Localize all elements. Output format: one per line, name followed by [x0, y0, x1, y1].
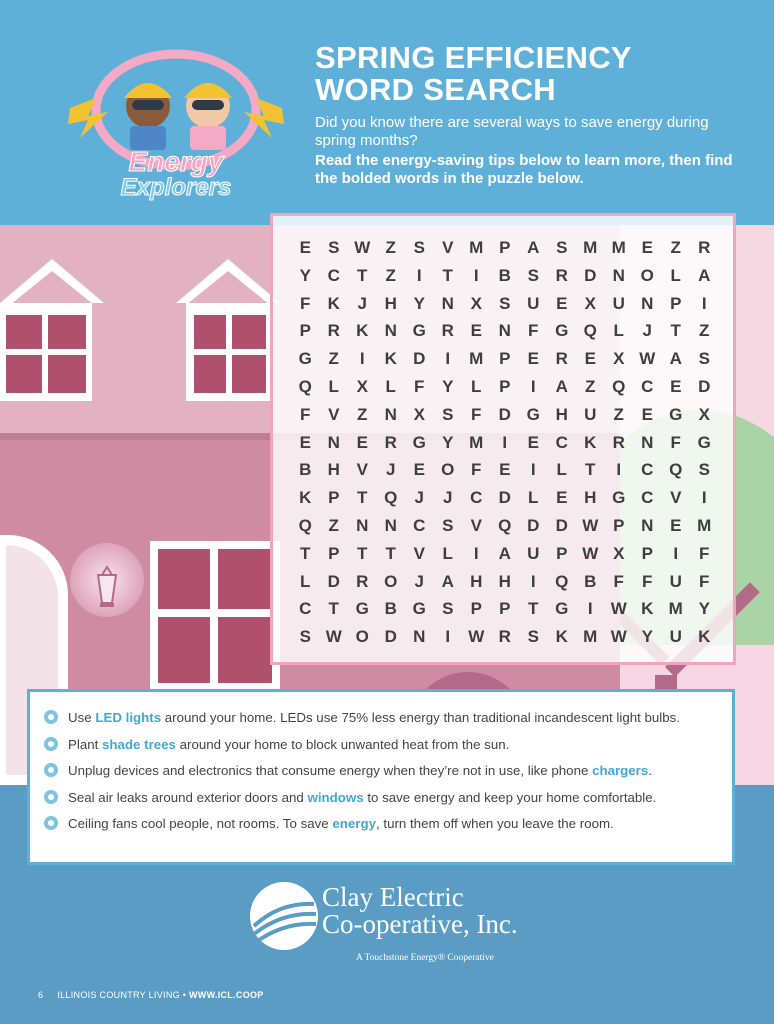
flower-bullet-icon: [44, 737, 58, 751]
puzzle-letter[interactable]: U: [612, 293, 625, 313]
puzzle-letter[interactable]: S: [556, 238, 568, 257]
energy-explorers-logo: [60, 38, 292, 208]
puzzle-letter[interactable]: X: [698, 404, 710, 424]
puzzle-letter[interactable]: J: [414, 571, 424, 591]
footer-separator: •: [182, 990, 187, 1000]
puzzle-letter[interactable]: G: [412, 432, 426, 452]
puzzle-letter[interactable]: I: [473, 543, 479, 563]
puzzle-letter[interactable]: E: [413, 460, 425, 480]
puzzle-letter[interactable]: F: [642, 571, 653, 591]
tip-item: [44, 737, 724, 752]
puzzle-letter[interactable]: O: [355, 627, 369, 647]
puzzle-letter[interactable]: U: [527, 543, 540, 563]
puzzle-letter[interactable]: S: [299, 627, 311, 647]
puzzle-letter[interactable]: C: [641, 488, 654, 508]
puzzle-letter[interactable]: E: [641, 238, 653, 257]
tip-item: [44, 790, 724, 805]
puzzle-letter[interactable]: I: [359, 349, 365, 369]
tip-text: around your home. LEDs use 75% less energy than traditional incandescent light bulbs.: [161, 710, 680, 725]
puzzle-letter[interactable]: P: [470, 599, 482, 619]
puzzle-letter[interactable]: E: [299, 432, 311, 452]
puzzle-letter[interactable]: N: [413, 627, 426, 647]
cooperative-name-line2: Co-operative, Inc.: [322, 909, 518, 939]
puzzle-letter[interactable]: S: [442, 599, 454, 619]
puzzle-letter[interactable]: C: [641, 376, 654, 396]
puzzle-letter[interactable]: F: [471, 404, 482, 424]
tip-text: Plant: [68, 736, 103, 752]
page-number: 6: [38, 990, 44, 1000]
puzzle-letter[interactable]: H: [470, 571, 483, 591]
puzzle-letter[interactable]: T: [328, 599, 339, 619]
puzzle-letter[interactable]: W: [582, 515, 599, 535]
tip-item: [44, 763, 724, 778]
puzzle-letter[interactable]: I: [445, 349, 451, 369]
puzzle-letter[interactable]: I: [502, 432, 508, 452]
puzzle-letter[interactable]: F: [699, 571, 710, 591]
puzzle-letter[interactable]: P: [613, 515, 625, 535]
puzzle-letter[interactable]: I: [701, 293, 707, 313]
puzzle-letter[interactable]: N: [641, 515, 654, 535]
puzzle-letter[interactable]: L: [528, 488, 539, 508]
puzzle-letter[interactable]: N: [384, 321, 397, 341]
puzzle-letter[interactable]: S: [328, 238, 340, 257]
puzzle-letter[interactable]: L: [300, 571, 311, 591]
puzzle-letter[interactable]: I: [673, 543, 679, 563]
tip-keyword: windows: [307, 789, 364, 805]
puzzle-letter[interactable]: M: [469, 432, 484, 452]
puzzle-letter[interactable]: A: [698, 265, 711, 285]
puzzle-letter[interactable]: R: [327, 321, 340, 341]
puzzle-letter[interactable]: M: [611, 238, 626, 257]
wall-lamp-icon: [92, 565, 122, 615]
puzzle-letter[interactable]: X: [356, 376, 368, 396]
puzzle-letter[interactable]: C: [299, 599, 312, 619]
puzzle-letter[interactable]: K: [641, 599, 654, 619]
puzzle-letter[interactable]: W: [582, 543, 599, 563]
upper-window-left: [0, 303, 92, 401]
puzzle-letter[interactable]: M: [668, 599, 683, 619]
tip-text: Unplug devices and electronics that consume energy when they’re not in use, like phone: [68, 763, 593, 778]
puzzle-letter[interactable]: R: [356, 571, 369, 591]
puzzle-letter[interactable]: K: [584, 432, 597, 452]
puzzle-letter[interactable]: Q: [384, 488, 398, 508]
puzzle-letter[interactable]: C: [641, 460, 654, 480]
puzzle-letter[interactable]: Y: [299, 265, 311, 285]
puzzle-letter[interactable]: L: [613, 321, 624, 341]
window-gable: [186, 271, 270, 305]
puzzle-letter[interactable]: Z: [357, 404, 368, 424]
puzzle-letter[interactable]: D: [384, 627, 397, 647]
puzzle-letter[interactable]: A: [441, 571, 454, 591]
puzzle-letter[interactable]: F: [699, 543, 710, 563]
puzzle-letter[interactable]: N: [612, 265, 625, 285]
puzzle-letter[interactable]: Q: [583, 321, 597, 341]
puzzle-letter[interactable]: Y: [413, 293, 425, 313]
puzzle-letter[interactable]: P: [499, 349, 511, 369]
puzzle-letter[interactable]: T: [357, 265, 368, 285]
puzzle-letter[interactable]: N: [384, 404, 397, 424]
puzzle-letter[interactable]: R: [441, 321, 454, 341]
puzzle-letter[interactable]: N: [641, 293, 654, 313]
puzzle-letter[interactable]: N: [327, 432, 340, 452]
puzzle-letter[interactable]: S: [413, 238, 425, 257]
puzzle-letter[interactable]: B: [584, 571, 597, 591]
puzzle-letter[interactable]: A: [669, 349, 682, 369]
puzzle-letter[interactable]: E: [670, 376, 682, 396]
puzzle-letter[interactable]: F: [300, 404, 311, 424]
page-title: [315, 42, 632, 106]
puzzle-letter[interactable]: T: [670, 321, 681, 341]
puzzle-letter[interactable]: M: [583, 627, 598, 647]
puzzle-letter[interactable]: S: [527, 627, 539, 647]
puzzle-letter[interactable]: I: [530, 460, 536, 480]
puzzle-letter[interactable]: S: [442, 515, 454, 535]
puzzle-letter[interactable]: J: [642, 321, 652, 341]
puzzle-letter[interactable]: C: [413, 515, 426, 535]
cooperative-emblem-icon: [250, 882, 318, 950]
puzzle-letter[interactable]: P: [556, 543, 568, 563]
puzzle-letter[interactable]: E: [299, 238, 311, 257]
puzzle-letter[interactable]: M: [469, 238, 484, 257]
flower-bullet-icon: [44, 790, 58, 804]
puzzle-letter[interactable]: P: [499, 599, 511, 619]
puzzle-letter[interactable]: F: [528, 321, 539, 341]
upper-window-right: [186, 303, 272, 401]
puzzle-letter[interactable]: D: [413, 349, 426, 369]
puzzle-letter[interactable]: L: [442, 543, 453, 563]
flower-bullet-icon: [44, 816, 58, 830]
puzzle-letter[interactable]: C: [555, 432, 568, 452]
puzzle-letter[interactable]: G: [669, 404, 683, 424]
window-gable: [10, 271, 94, 305]
puzzle-letter[interactable]: V: [356, 460, 368, 480]
puzzle-letter[interactable]: V: [328, 404, 340, 424]
tip-keyword: energy: [332, 816, 376, 831]
puzzle-letter[interactable]: R: [555, 349, 568, 369]
puzzle-letter[interactable]: H: [498, 571, 511, 591]
puzzle-letter[interactable]: I: [587, 599, 593, 619]
puzzle-letter[interactable]: D: [584, 265, 597, 285]
puzzle-letter[interactable]: V: [470, 515, 482, 535]
puzzle-letter[interactable]: O: [441, 460, 455, 480]
tips-box: [27, 689, 735, 865]
puzzle-letter[interactable]: L: [328, 376, 339, 396]
puzzle-letter[interactable]: U: [669, 627, 682, 647]
puzzle-letter[interactable]: X: [470, 293, 482, 313]
intro-text: Did you know there are several ways to save energy during spring months?: [315, 114, 709, 149]
puzzle-letter[interactable]: V: [670, 488, 682, 508]
puzzle-letter[interactable]: J: [414, 488, 424, 508]
puzzle-letter[interactable]: Z: [585, 376, 596, 396]
puzzle-letter[interactable]: Z: [613, 404, 624, 424]
puzzle-letter[interactable]: M: [469, 349, 484, 369]
puzzle-letter[interactable]: G: [555, 321, 569, 341]
tip-text: Use: [68, 710, 96, 725]
puzzle-letter[interactable]: L: [556, 460, 567, 480]
puzzle-letter[interactable]: T: [357, 488, 368, 508]
puzzle-letter[interactable]: G: [412, 321, 426, 341]
puzzle-letter[interactable]: V: [413, 543, 425, 563]
puzzle-letter[interactable]: G: [298, 349, 312, 369]
puzzle-letter[interactable]: Z: [385, 238, 396, 257]
puzzle-letter[interactable]: W: [639, 349, 656, 369]
puzzle-letter[interactable]: E: [499, 460, 511, 480]
instructions-text: Read the energy-saving tips below to learn more, then find the bolded words in the puzzle below.: [315, 152, 733, 187]
puzzle-letter[interactable]: D: [498, 488, 511, 508]
puzzle-letter[interactable]: O: [640, 265, 654, 285]
puzzle-letter[interactable]: E: [556, 488, 568, 508]
puzzle-letter[interactable]: Z: [385, 265, 396, 285]
puzzle-letter[interactable]: B: [498, 265, 511, 285]
puzzle-letter[interactable]: L: [670, 265, 681, 285]
puzzle-letter[interactable]: Z: [328, 349, 339, 369]
puzzle-letter[interactable]: F: [300, 293, 311, 313]
puzzle-letter[interactable]: P: [328, 488, 340, 508]
puzzle-letter[interactable]: J: [357, 293, 367, 313]
clay-electric-logo: [250, 880, 540, 970]
puzzle-letter[interactable]: Z: [670, 238, 681, 257]
puzzle-letter[interactable]: T: [442, 265, 453, 285]
puzzle-letter[interactable]: S: [698, 460, 710, 480]
logo-word-energy: Energy: [128, 146, 224, 177]
puzzle-letter[interactable]: Z: [699, 321, 710, 341]
puzzle-letter[interactable]: I: [416, 265, 422, 285]
puzzle-letter[interactable]: M: [583, 238, 598, 257]
website-link[interactable]: WWW.ICL.COOP: [189, 990, 264, 1000]
puzzle-letter[interactable]: R: [612, 432, 625, 452]
puzzle-letter[interactable]: X: [613, 543, 625, 563]
puzzle-letter[interactable]: W: [468, 627, 485, 647]
puzzle-letter[interactable]: D: [327, 571, 340, 591]
puzzle-letter[interactable]: C: [470, 488, 483, 508]
puzzle-letter[interactable]: Y: [641, 627, 653, 647]
puzzle-letter[interactable]: Y: [698, 599, 710, 619]
cooperative-name: [322, 884, 518, 938]
puzzle-letter[interactable]: L: [385, 376, 396, 396]
word-search-puzzle: [270, 213, 736, 665]
puzzle-letter[interactable]: T: [585, 460, 596, 480]
puzzle-letter[interactable]: G: [526, 404, 540, 424]
puzzle-letter[interactable]: E: [527, 349, 539, 369]
puzzle-letter[interactable]: W: [610, 599, 627, 619]
puzzle-letter[interactable]: Q: [498, 515, 512, 535]
puzzle-letter[interactable]: I: [616, 460, 622, 480]
cooperative-name-line1: Clay Electric: [322, 882, 464, 912]
puzzle-letter[interactable]: K: [299, 488, 312, 508]
puzzle-letter[interactable]: Y: [442, 432, 454, 452]
logo-word-explorers: Explorers: [120, 174, 232, 201]
puzzle-letter[interactable]: W: [610, 627, 627, 647]
puzzle-letter[interactable]: E: [584, 349, 596, 369]
puzzle-letter[interactable]: D: [555, 515, 568, 535]
puzzle-letter[interactable]: P: [499, 238, 511, 257]
puzzle-letter[interactable]: K: [356, 321, 369, 341]
puzzle-letter[interactable]: F: [414, 376, 425, 396]
puzzle-letter[interactable]: P: [670, 293, 682, 313]
puzzle-letter[interactable]: U: [669, 571, 682, 591]
puzzle-letter[interactable]: U: [584, 404, 597, 424]
puzzle-letter[interactable]: J: [386, 460, 396, 480]
puzzle-letter[interactable]: C: [327, 265, 340, 285]
puzzle-letter[interactable]: T: [300, 543, 311, 563]
publication-name: ILLINOIS COUNTRY LIVING: [57, 990, 180, 1000]
puzzle-letter[interactable]: F: [471, 460, 482, 480]
lower-window: [150, 541, 280, 691]
puzzle-letter[interactable]: H: [584, 488, 597, 508]
puzzle-letter[interactable]: P: [328, 543, 340, 563]
puzzle-letter[interactable]: T: [528, 599, 539, 619]
puzzle-letter[interactable]: S: [698, 349, 710, 369]
puzzle-letter[interactable]: M: [697, 515, 712, 535]
flower-bullet-icon: [44, 763, 58, 777]
puzzle-letter[interactable]: Y: [442, 376, 454, 396]
puzzle-letter[interactable]: N: [498, 321, 511, 341]
puzzle-letter[interactable]: E: [470, 321, 482, 341]
puzzle-letter[interactable]: X: [584, 293, 596, 313]
puzzle-letter[interactable]: N: [641, 432, 654, 452]
puzzle-letter[interactable]: B: [384, 599, 397, 619]
puzzle-letter[interactable]: R: [498, 627, 511, 647]
tip-item: [44, 710, 724, 725]
puzzle-letter[interactable]: R: [698, 238, 711, 257]
puzzle-letter[interactable]: S: [442, 404, 454, 424]
puzzle-letter[interactable]: I: [530, 376, 536, 396]
tip-text: to save energy and keep your home comfortable.: [363, 789, 657, 805]
puzzle-letter[interactable]: W: [325, 627, 342, 647]
puzzle-letter[interactable]: X: [613, 349, 625, 369]
puzzle-letter[interactable]: Q: [669, 460, 683, 480]
puzzle-letter[interactable]: H: [555, 404, 568, 424]
page-footer: [38, 990, 264, 1000]
puzzle-letter[interactable]: A: [527, 238, 540, 257]
puzzle-letter[interactable]: E: [641, 404, 653, 424]
puzzle-letter[interactable]: D: [698, 376, 711, 396]
puzzle-letter[interactable]: R: [384, 432, 397, 452]
letter-grid: [291, 234, 719, 652]
puzzle-letter[interactable]: N: [356, 515, 369, 535]
puzzle-letter[interactable]: D: [527, 515, 540, 535]
tip-text: .: [648, 763, 652, 778]
puzzle-letter[interactable]: P: [299, 321, 311, 341]
puzzle-letter[interactable]: Q: [612, 376, 626, 396]
puzzle-letter[interactable]: A: [555, 376, 568, 396]
puzzle-letter[interactable]: Q: [298, 376, 312, 396]
puzzle-letter[interactable]: O: [384, 571, 398, 591]
puzzle-letter[interactable]: V: [442, 238, 454, 257]
title-line-1: SPRING EFFICIENCY: [315, 40, 632, 75]
tip-keyword: chargers: [592, 763, 649, 778]
puzzle-letter[interactable]: I: [473, 265, 479, 285]
puzzle-letter[interactable]: F: [670, 432, 681, 452]
puzzle-letter[interactable]: E: [356, 432, 368, 452]
title-line-2: WORD SEARCH: [315, 72, 556, 107]
tip-text: , turn them off when you leave the room.: [375, 816, 614, 831]
puzzle-letter[interactable]: A: [498, 543, 511, 563]
puzzle-letter[interactable]: N: [441, 293, 454, 313]
tip-text: Seal air leaks around exterior doors and: [68, 789, 308, 805]
tip-keyword: shade trees: [102, 736, 176, 752]
puzzle-letter[interactable]: X: [413, 404, 425, 424]
puzzle-letter[interactable]: T: [385, 543, 396, 563]
puzzle-letter[interactable]: W: [354, 238, 371, 257]
puzzle-letter[interactable]: G: [355, 599, 369, 619]
puzzle-letter[interactable]: E: [527, 432, 539, 452]
puzzle-letter[interactable]: K: [384, 349, 397, 369]
puzzle-letter[interactable]: D: [498, 404, 511, 424]
puzzle-letter[interactable]: N: [384, 515, 397, 535]
puzzle-letter[interactable]: Q: [298, 515, 312, 535]
puzzle-letter[interactable]: P: [499, 376, 511, 396]
puzzle-letter[interactable]: I: [445, 627, 451, 647]
puzzle-letter[interactable]: J: [443, 488, 453, 508]
puzzle-letter[interactable]: U: [527, 293, 540, 313]
puzzle-letter[interactable]: P: [641, 543, 653, 563]
puzzle-letter[interactable]: G: [412, 599, 426, 619]
puzzle-letter[interactable]: R: [555, 265, 568, 285]
puzzle-letter[interactable]: Z: [328, 515, 339, 535]
puzzle-letter[interactable]: T: [357, 543, 368, 563]
puzzle-letter[interactable]: H: [327, 460, 340, 480]
puzzle-letter[interactable]: B: [299, 460, 312, 480]
puzzle-letter[interactable]: H: [384, 293, 397, 313]
cooperative-tagline: A Touchstone Energy® Cooperative: [356, 953, 494, 963]
flower-bullet-icon: [44, 710, 58, 724]
puzzle-letter[interactable]: I: [701, 488, 707, 508]
puzzle-letter[interactable]: E: [556, 293, 568, 313]
puzzle-letter[interactable]: K: [698, 627, 711, 647]
puzzle-letter[interactable]: Q: [555, 571, 569, 591]
tip-keyword: LED lights: [95, 710, 162, 725]
puzzle-letter[interactable]: E: [670, 515, 682, 535]
puzzle-letter[interactable]: G: [555, 599, 569, 619]
puzzle-letter[interactable]: L: [471, 376, 482, 396]
puzzle-letter[interactable]: G: [612, 488, 626, 508]
tip-text: Ceiling fans cool people, not rooms. To save: [68, 816, 333, 831]
puzzle-letter[interactable]: I: [530, 571, 536, 591]
tip-item: [44, 816, 724, 831]
puzzle-letter[interactable]: K: [327, 293, 340, 313]
tip-text: around your home to block unwanted heat from the sun.: [175, 736, 510, 752]
puzzle-letter[interactable]: K: [555, 627, 568, 647]
puzzle-letter[interactable]: S: [527, 265, 539, 285]
puzzle-letter[interactable]: S: [499, 293, 511, 313]
puzzle-letter[interactable]: G: [697, 432, 711, 452]
puzzle-letter[interactable]: F: [613, 571, 624, 591]
